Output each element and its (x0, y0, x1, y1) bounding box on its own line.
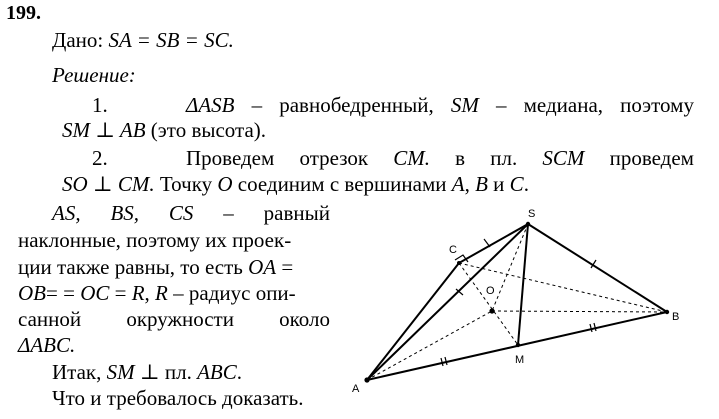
given-formula: SA = SB = SC. (108, 28, 234, 52)
step2-point-o: O (217, 172, 233, 196)
left-ob: OB (18, 281, 46, 305)
step1-line2-text: (это высота). (145, 118, 267, 142)
label-a: A (352, 383, 360, 395)
left-cs: CS (168, 201, 194, 225)
left-comma: , (144, 281, 156, 305)
left-l7-a: Итак, (52, 360, 107, 384)
solution-label: Решение: (52, 63, 136, 87)
step2-vertex-c: C (509, 172, 524, 196)
step1-index: 1. (92, 93, 108, 117)
left-line2: наклонные, поэтому их проек- (18, 228, 292, 252)
step1-triangle: ΔASB (186, 93, 235, 117)
left-eq: = = (46, 281, 81, 305)
left-l5-w1: санной (18, 307, 82, 331)
left-r1: R (131, 281, 145, 305)
tick-mb-2 (594, 323, 596, 331)
step1-dash2: – (496, 93, 507, 117)
vertex-b (665, 310, 669, 314)
step2-and: и (487, 172, 510, 196)
vertex-s (526, 222, 530, 226)
left-r2: R (155, 281, 168, 305)
edge-ob (492, 311, 667, 312)
left-l7-c: пл. (159, 360, 198, 384)
left-line3-a: ции также равны, то есть (18, 255, 249, 279)
step2-vertex-b: B (475, 172, 488, 196)
edge-cm (459, 263, 518, 345)
left-dash: – (223, 201, 234, 225)
label-s: S (528, 208, 536, 220)
point-m (516, 343, 520, 347)
step2-period: . (523, 172, 529, 196)
step2-text-b: Точку (154, 172, 218, 196)
step2-word2: отрезок (299, 146, 369, 170)
edge-sb (528, 224, 667, 312)
left-word: равный (263, 201, 330, 225)
step2-word5: пл. (490, 146, 518, 170)
vertex-c (457, 261, 461, 265)
step1-sm: SM (450, 93, 479, 117)
step2-word1: Проведем (186, 146, 275, 170)
edge-oa (367, 311, 492, 380)
step2-index: 2. (92, 146, 108, 170)
label-m: M (515, 354, 525, 366)
step2-word7: проведем (609, 146, 694, 170)
problem-number: 199. (6, 2, 41, 24)
left-l7-b: SM ⊥ (106, 360, 160, 384)
left-eq2: = (109, 281, 132, 305)
edge-sm (518, 224, 528, 345)
point-o (489, 308, 494, 313)
left-l7-e: . (236, 360, 243, 384)
step2-comma: , (464, 172, 476, 196)
left-line6: ΔABC. (18, 333, 76, 357)
left-bs: BS, (110, 201, 140, 225)
left-line4-h: – радиус опи- (167, 281, 296, 305)
step2-formula: SO ⊥ CM. (62, 172, 155, 196)
tick-sc (484, 239, 490, 247)
edge-as (367, 224, 528, 380)
step2-scm: SCM (542, 146, 585, 170)
step1-word7: поэтому (620, 93, 694, 117)
left-l5-w3: около (279, 307, 330, 331)
left-line3-c: = (276, 255, 294, 279)
left-oa: OA (248, 255, 277, 279)
step2-text-d: соединим с вершинами (232, 172, 452, 196)
vertex-a (364, 377, 369, 382)
step1-word3: равнобедренный, (279, 93, 434, 117)
step2-cm: CM. (393, 146, 430, 170)
left-as: AS, (52, 201, 81, 225)
given-prefix: Дано: (52, 28, 109, 52)
left-line8: Что и требовалось доказать. (52, 386, 304, 410)
step1-word6: медиана, (523, 93, 604, 117)
left-l5-w2: окружности (126, 307, 234, 331)
step2-word4: в (455, 146, 466, 170)
left-oc: OC (80, 281, 110, 305)
tick-mb-1 (590, 324, 592, 332)
left-l7-d: ABC (197, 360, 237, 384)
label-o: O (486, 285, 495, 297)
step1-formula: SM ⊥ AB (62, 118, 146, 142)
step1-dash1: – (251, 93, 263, 117)
step2-vertex-a: A (451, 172, 465, 196)
label-b: B (672, 311, 680, 323)
label-c: C (449, 244, 457, 256)
